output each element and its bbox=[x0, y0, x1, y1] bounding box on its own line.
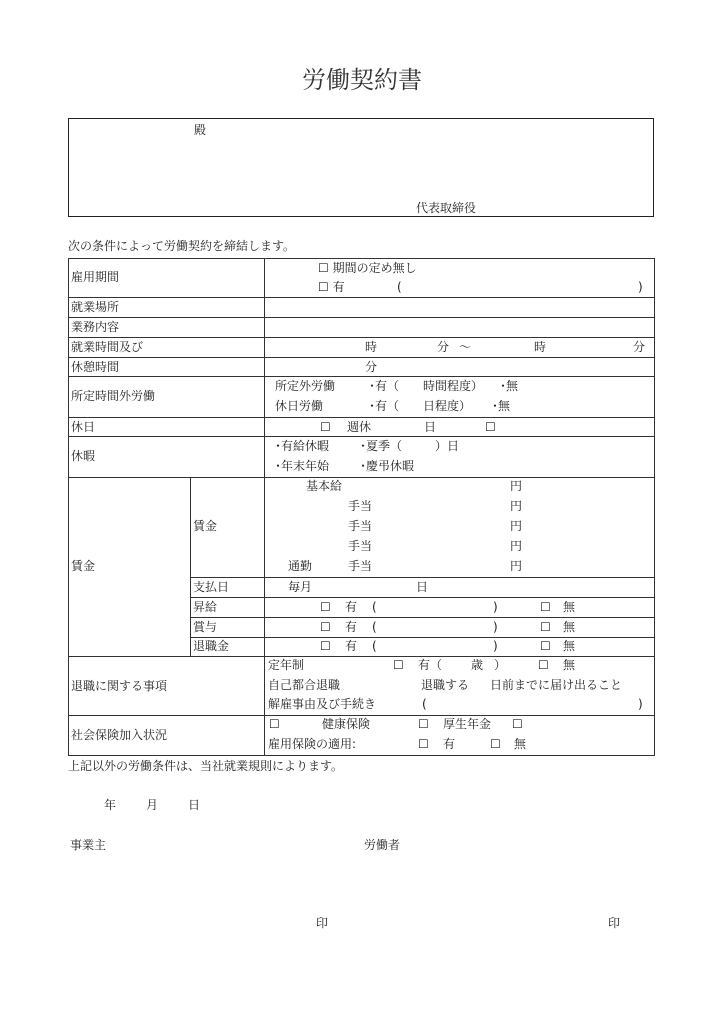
retirement-pay-paren-close: ) bbox=[493, 639, 498, 653]
employer-seal: 印 bbox=[316, 916, 329, 930]
label-working-hours: 就業時間及び bbox=[71, 340, 144, 354]
worker-seal: 印 bbox=[608, 916, 621, 930]
holiday-work-no[interactable]: ･無 bbox=[492, 399, 511, 413]
allowance-3-label: 手当 bbox=[348, 539, 373, 553]
weekly-holiday-label: 週休 bbox=[347, 420, 372, 434]
label-workplace: 就業場所 bbox=[71, 300, 120, 314]
raise-yes-checkbox[interactable]: ☐ bbox=[320, 600, 331, 614]
label-bonus: 賞与 bbox=[193, 620, 218, 634]
label-pay-day: 支払日 bbox=[193, 580, 230, 594]
label-leave: 休暇 bbox=[71, 449, 96, 463]
break-minute-unit: 分 bbox=[365, 360, 378, 374]
holiday-work-label: 休日労働 bbox=[275, 399, 324, 413]
retirement-pay-paren-open: ( bbox=[372, 639, 377, 653]
tilde: ～ bbox=[459, 340, 472, 354]
label-raise: 昇給 bbox=[193, 600, 218, 614]
employment-insurance-yes-label: 有 bbox=[443, 737, 456, 751]
mandatory-no-label: 無 bbox=[563, 658, 576, 672]
allowance-1-label: 手当 bbox=[348, 499, 373, 513]
addressee-box bbox=[68, 118, 654, 217]
dismissal-paren-close: ) bbox=[638, 697, 643, 711]
checkbox-fixed-period[interactable]: ☐ 有 bbox=[318, 280, 345, 294]
date-day: 日 bbox=[188, 798, 201, 812]
new-year-leave: ･年末年始 bbox=[275, 459, 330, 473]
end-hour-unit: 時 bbox=[534, 340, 547, 354]
mandatory-yes-label: 有（ bbox=[418, 658, 443, 672]
raise-yes-label: 有 bbox=[345, 600, 358, 614]
voluntary-retirement-text: 退職する bbox=[421, 678, 470, 692]
summer-leave-unit: ）日 bbox=[435, 439, 460, 453]
condolence-leave: ･慶弔休暇 bbox=[360, 459, 415, 473]
voluntary-retirement-label: 自己都合退職 bbox=[268, 678, 341, 692]
mandatory-no-checkbox[interactable]: ☐ bbox=[538, 658, 549, 672]
workplace-input[interactable] bbox=[267, 299, 652, 315]
label-wages: 賃金 bbox=[71, 559, 96, 573]
mandatory-retirement-label: 定年制 bbox=[268, 658, 305, 672]
holiday-work-unit: 日程度） bbox=[423, 399, 472, 413]
raise-no-label: 無 bbox=[563, 600, 576, 614]
base-salary-yen: 円 bbox=[510, 479, 523, 493]
footer-note: 上記以外の労働条件は、当社就業規則によります。 bbox=[68, 759, 344, 773]
checkbox-other-holiday[interactable]: ☐ bbox=[485, 420, 496, 434]
label-retirement-pay: 退職金 bbox=[193, 639, 230, 653]
start-minute-unit: 分 bbox=[437, 340, 450, 354]
employment-insurance-no-label: 無 bbox=[514, 737, 527, 751]
paid-leave: ･有給休暇 bbox=[275, 439, 330, 453]
date-month: 月 bbox=[146, 798, 159, 812]
overtime-yes[interactable]: ･有（ bbox=[369, 379, 400, 393]
dismissal-label: 解雇事由及び手続き bbox=[268, 697, 377, 711]
start-hour-unit: 時 bbox=[365, 340, 378, 354]
bonus-paren-open: ( bbox=[372, 620, 377, 634]
overtime-no[interactable]: ･無 bbox=[500, 379, 519, 393]
pay-day-monthly: 毎月 bbox=[288, 580, 313, 594]
worker-label: 労働者 bbox=[364, 838, 401, 852]
dismissal-paren-open: ( bbox=[422, 697, 427, 711]
label-job-content: 業務内容 bbox=[71, 320, 120, 334]
checkbox-weekly-holiday[interactable]: ☐ bbox=[320, 420, 331, 434]
retirement-pay-no-label: 無 bbox=[563, 639, 576, 653]
label-retirement: 退職に関する事項 bbox=[71, 679, 168, 693]
paren-open: ( bbox=[397, 280, 402, 294]
holiday-work-yes[interactable]: ･有（ bbox=[369, 399, 400, 413]
retirement-pay-no-checkbox[interactable]: ☐ bbox=[540, 639, 551, 653]
bonus-yes-label: 有 bbox=[345, 620, 358, 634]
age-unit: 歳 bbox=[471, 658, 484, 672]
paren-close: ) bbox=[638, 280, 643, 294]
employment-insurance-yes-checkbox[interactable]: ☐ bbox=[418, 737, 429, 751]
summer-leave: ･夏季（ bbox=[360, 439, 403, 453]
allowance-1-yen: 円 bbox=[510, 499, 523, 513]
representative-label: 代表取締役 bbox=[416, 201, 477, 215]
label-holidays: 休日 bbox=[71, 420, 96, 434]
raise-paren-open: ( bbox=[372, 600, 377, 614]
document-title: 労働契約書 bbox=[302, 66, 422, 94]
health-insurance-checkbox[interactable]: ☐ bbox=[269, 717, 280, 731]
raise-no-checkbox[interactable]: ☐ bbox=[540, 600, 551, 614]
other-insurance-checkbox[interactable]: ☐ bbox=[512, 717, 523, 731]
bonus-no-checkbox[interactable]: ☐ bbox=[540, 620, 551, 634]
commute-allowance-label: 手当 bbox=[348, 559, 373, 573]
label-break-time: 休憩時間 bbox=[71, 360, 120, 374]
bonus-yes-checkbox[interactable]: ☐ bbox=[320, 620, 331, 634]
job-content-input[interactable] bbox=[267, 319, 652, 335]
bonus-no-label: 無 bbox=[563, 620, 576, 634]
dismissal-input[interactable] bbox=[430, 697, 634, 711]
commute-yen: 円 bbox=[510, 559, 523, 573]
label-employment-period: 雇用期間 bbox=[71, 270, 120, 284]
end-minute-unit: 分 bbox=[633, 340, 646, 354]
date-year: 年 bbox=[104, 798, 117, 812]
pension-checkbox[interactable]: ☐ bbox=[418, 717, 429, 731]
employment-insurance-no-checkbox[interactable]: ☐ bbox=[490, 737, 501, 751]
voluntary-notice: 日前までに届け出ること bbox=[490, 678, 623, 692]
intro-text: 次の条件によって労働契約を締結します。 bbox=[68, 239, 296, 253]
bonus-paren-close: ) bbox=[493, 620, 498, 634]
employment-insurance-label: 雇用保険の適用: bbox=[268, 737, 357, 751]
employer-label: 事業主 bbox=[70, 838, 107, 852]
mandatory-yes-checkbox[interactable]: ☐ bbox=[393, 658, 404, 672]
raise-paren-close: ) bbox=[493, 600, 498, 614]
pension-label: 厚生年金 bbox=[443, 717, 492, 731]
label-overtime: 所定時間外労働 bbox=[71, 389, 156, 403]
health-insurance-label: 健康保険 bbox=[322, 717, 371, 731]
checkbox-no-fixed-period[interactable]: ☐ 期間の定め無し bbox=[318, 261, 417, 275]
addressee-suffix: 殿 bbox=[194, 123, 207, 137]
allowance-2-label: 手当 bbox=[348, 519, 373, 533]
overtime-unit: 時間程度） bbox=[423, 379, 484, 393]
commute-label: 通勤 bbox=[288, 559, 313, 573]
weekly-day-unit: 日 bbox=[424, 420, 437, 434]
overtime-label: 所定外労働 bbox=[275, 379, 336, 393]
allowance-3-yen: 円 bbox=[510, 539, 523, 553]
retirement-pay-yes-label: 有 bbox=[345, 639, 358, 653]
retirement-pay-yes-checkbox[interactable]: ☐ bbox=[320, 639, 331, 653]
base-salary-label: 基本給 bbox=[306, 479, 343, 493]
employment-period-input[interactable] bbox=[406, 280, 634, 294]
allowance-2-yen: 円 bbox=[510, 519, 523, 533]
label-wages-sub: 賃金 bbox=[193, 519, 218, 533]
age-close: ） bbox=[494, 658, 507, 672]
label-social-insurance: 社会保険加入状況 bbox=[71, 728, 168, 742]
pay-day-unit: 日 bbox=[416, 580, 429, 594]
